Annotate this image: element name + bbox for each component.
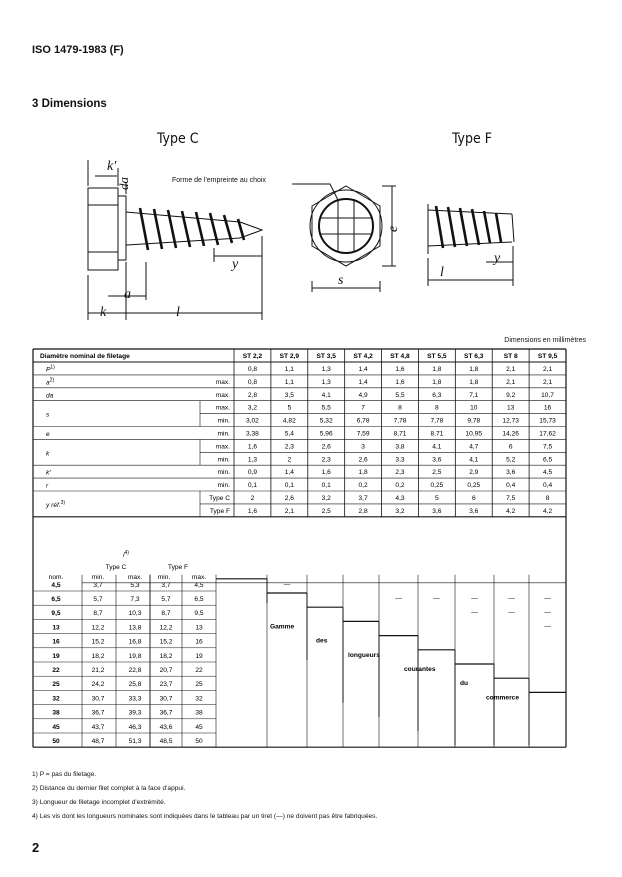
length-c-min: 3,7 (93, 581, 103, 589)
size-header: ST 4,8 (390, 353, 410, 360)
length-f-max: 50 (195, 738, 203, 745)
page-number: 2 (32, 840, 40, 855)
value-cell: 8 (545, 495, 550, 502)
parameter-label: $P^{1)}$ (46, 364, 55, 374)
length-max-header: max. (127, 573, 143, 581)
length-f-min: 36,7 (159, 709, 173, 717)
value-cell: 5,32 (319, 417, 333, 425)
value-cell: 7,59 (356, 430, 370, 438)
length-f-max: 32 (195, 695, 203, 703)
row-qualifier: min. (217, 456, 230, 464)
length-nominal: 50 (52, 738, 60, 745)
value-cell: 0,8 (247, 366, 258, 373)
parameter-label: s (46, 411, 50, 419)
size-header: ST 8 (503, 353, 518, 360)
value-cell: 1,4 (358, 378, 368, 386)
recess-label: Forme de l'empreinte au choix (172, 177, 266, 184)
length-type-f: Type F (167, 563, 189, 571)
length-c-min: 8,7 (93, 610, 103, 618)
length-f-max: 9,5 (194, 610, 204, 618)
row-qualifier: min. (217, 482, 230, 490)
value-cell: 15,73 (539, 417, 556, 425)
value-cell: 1,8 (432, 366, 442, 373)
size-header: ST 2,2 (242, 353, 263, 360)
dim-l-c: l (176, 305, 180, 320)
length-c-max: 19,8 (128, 652, 142, 660)
value-cell: 6,5 (542, 456, 553, 464)
dash-marker: — (508, 595, 515, 602)
length-f-min: 30,7 (159, 695, 173, 703)
length-f-max: 13 (195, 624, 203, 632)
length-nominal: 13 (52, 624, 60, 632)
value-cell: 3,6 (506, 469, 516, 477)
size-header: ST 4,2 (353, 353, 373, 360)
value-cell: 1,4 (358, 366, 368, 373)
value-cell: 1,8 (469, 378, 479, 386)
dash-marker: — (471, 609, 478, 617)
document-header: ISO 1479-1983 (F) (32, 44, 124, 56)
value-cell: 0,2 (395, 482, 405, 490)
length-f-max: 4,5 (194, 581, 204, 589)
length-f-max: 16 (195, 638, 203, 646)
value-cell: 3,38 (246, 430, 259, 438)
length-c-max: 13,8 (128, 624, 142, 632)
value-cell: 0,2 (358, 482, 368, 490)
parameter-label: k (46, 450, 50, 458)
value-cell: 1,6 (395, 366, 405, 373)
dash-marker: — (395, 595, 402, 602)
row-qualifier: Type F (209, 507, 230, 515)
size-header: ST 3,5 (316, 353, 336, 360)
length-min-header: min. (91, 573, 105, 581)
range-word: courantes (404, 666, 436, 673)
length-min-header: min. (157, 573, 171, 581)
value-cell: 3,2 (395, 507, 405, 515)
length-c-max: 5,3 (130, 581, 140, 589)
length-f-min: 20,7 (159, 667, 173, 674)
value-cell: 4,1 (321, 391, 331, 399)
value-cell: 4,9 (358, 391, 368, 399)
value-cell: 2,1 (542, 378, 553, 386)
dim-da: da (116, 177, 131, 190)
value-cell: 4,2 (506, 507, 516, 515)
value-cell: 1,6 (395, 378, 405, 386)
value-cell: 10,7 (541, 391, 554, 399)
length-f-min: 8,7 (161, 610, 171, 618)
value-cell: 5,5 (321, 404, 331, 412)
value-cell: 0,4 (542, 482, 553, 490)
value-cell: 5,96 (319, 430, 333, 438)
row-qualifier: min. (217, 430, 230, 438)
value-cell: 0,25 (430, 482, 444, 490)
length-f-min: 23,7 (159, 681, 173, 689)
length-f-max: 19 (195, 652, 203, 660)
section-title: 3 Dimensions (32, 98, 107, 110)
dim-y-f: y (494, 251, 501, 266)
value-cell: 4,1 (432, 443, 442, 451)
length-c-max: 39,3 (128, 709, 142, 717)
size-header: ST 6,3 (464, 353, 484, 360)
dash-marker: — (471, 595, 478, 602)
dim-l-f: l (440, 265, 444, 280)
footnote-1: 1) P = pas du filetage. (32, 771, 97, 778)
value-cell: 1,6 (247, 443, 258, 451)
value-cell: 12,73 (502, 417, 519, 425)
value-cell: 3,6 (432, 456, 442, 464)
value-cell: 5,5 (395, 391, 405, 399)
length-nominal: 19 (52, 652, 60, 660)
value-cell: 16 (543, 404, 552, 412)
length-nominal: 25 (52, 681, 60, 689)
dim-s: s (338, 273, 344, 288)
parameter-label: e (46, 430, 50, 438)
length-f-min: 5,7 (161, 596, 171, 603)
length-f-max: 22 (195, 667, 203, 674)
value-cell: 10,95 (465, 430, 483, 438)
type-c-label: Type C (157, 131, 199, 147)
value-cell: 4,7 (469, 443, 479, 451)
length-nominal: 22 (52, 667, 60, 674)
length-f-max: 45 (195, 723, 203, 731)
value-cell: 1,3 (321, 366, 331, 373)
length-f-max: 25 (195, 681, 203, 689)
value-cell: 2,6 (358, 456, 368, 464)
dash-marker: — (283, 580, 291, 588)
length-f-min: 12,2 (159, 624, 173, 632)
value-cell: 4,82 (282, 417, 296, 425)
length-c-min: 48,7 (91, 738, 105, 745)
parameter-label: y réf.$^{3)}$ (46, 499, 66, 509)
value-cell: 7,1 (469, 391, 479, 399)
length-f-min: 3,7 (161, 581, 171, 589)
value-cell: 6,3 (432, 391, 442, 399)
length-nominal: 45 (52, 723, 60, 731)
value-cell: 4,5 (542, 469, 553, 477)
value-cell: 1,8 (469, 366, 479, 373)
value-cell: 8,71 (430, 430, 444, 438)
row-qualifier: min. (217, 417, 230, 425)
value-cell: 3,3 (395, 456, 405, 464)
value-cell: 7 (361, 404, 365, 412)
length-c-min: 30,7 (91, 695, 105, 703)
parameter-label: $a^{2)}$ (46, 377, 55, 387)
footnote-2: 2) Distance du dernier filet complet à la face d'appui. (32, 785, 186, 792)
length-c-min: 5,7 (93, 596, 103, 603)
length-f-min: 43,6 (159, 723, 173, 731)
value-cell: 1,1 (284, 378, 294, 386)
range-word: du (460, 680, 469, 688)
value-cell: 8 (398, 404, 402, 412)
dash-marker: — (544, 609, 551, 617)
parameter-label: r (46, 482, 49, 490)
length-c-min: 24,2 (91, 681, 105, 689)
value-cell: 1,3 (247, 456, 258, 464)
range-word: des (316, 637, 328, 645)
length-c-min: 36,7 (91, 709, 105, 717)
length-c-min: 15,2 (91, 638, 105, 646)
row-qualifier: max. (215, 378, 230, 386)
length-c-min: 43,7 (91, 723, 105, 731)
length-c-max: 51,3 (128, 738, 142, 745)
row-qualifier: max. (215, 391, 230, 399)
value-cell: 1,1 (284, 366, 294, 373)
dim-e: e (386, 225, 401, 232)
value-cell: 2,3 (395, 469, 405, 477)
length-nominal: 38 (52, 709, 60, 717)
value-cell: 1,6 (321, 469, 331, 477)
value-cell: 2,5 (432, 469, 442, 477)
table-header-label: Diamètre nominal de filetage (40, 353, 130, 360)
value-cell: 7,5 (506, 495, 516, 502)
value-cell: 2,8 (247, 391, 258, 399)
length-f-max: 38 (195, 709, 203, 717)
length-c-max: 33,3 (128, 695, 142, 703)
size-header: ST 2,9 (279, 353, 300, 360)
length-type-c: Type C (105, 563, 127, 571)
value-cell: 2,6 (284, 495, 294, 502)
value-cell: 6,78 (356, 417, 370, 425)
value-cell: 2,1 (506, 366, 516, 373)
value-cell: 6 (471, 495, 476, 502)
value-cell: 8,71 (393, 430, 407, 438)
value-cell: 0,4 (506, 482, 516, 490)
value-cell: 3,8 (395, 443, 405, 451)
value-cell: 8 (435, 404, 439, 412)
size-header: ST 9,5 (537, 353, 558, 360)
range-word: longueurs (348, 651, 380, 659)
size-header: ST 5,5 (427, 353, 447, 360)
value-cell: 5,2 (506, 456, 516, 464)
value-cell: 0,25 (467, 482, 481, 490)
length-c-min: 18,2 (91, 652, 105, 660)
length-nominal: 4,5 (51, 581, 61, 589)
value-cell: 14,26 (502, 430, 519, 438)
value-cell: 2 (287, 456, 292, 464)
length-nominal: 16 (52, 638, 60, 646)
length-c-min: 12,2 (91, 624, 105, 632)
dash-marker: — (433, 595, 440, 602)
value-cell: 3,7 (358, 495, 368, 502)
value-cell: 2,3 (321, 456, 331, 464)
value-cell: 2 (250, 495, 255, 502)
value-cell: 2,1 (506, 378, 516, 386)
length-c-max: 7,3 (130, 596, 140, 603)
value-cell: 3,2 (321, 495, 331, 502)
value-cell: 7,5 (542, 443, 553, 451)
value-cell: 13 (506, 404, 515, 412)
length-f-min: 48,5 (159, 738, 173, 745)
length-max-header: max. (191, 573, 207, 581)
value-cell: 0,1 (284, 482, 294, 490)
value-cell: 2,5 (321, 507, 331, 515)
length-c-max: 22,8 (128, 667, 142, 674)
length-c-max: 46,3 (128, 723, 142, 731)
value-cell: 2,6 (321, 443, 331, 451)
value-cell: 9,78 (467, 417, 481, 425)
length-f-min: 15,2 (159, 638, 173, 646)
value-cell: 7,78 (430, 417, 444, 425)
units-note: Dimensions en millimètres (504, 337, 586, 344)
length-f-min: 18,2 (159, 652, 173, 660)
value-cell: 5 (287, 404, 292, 412)
value-cell: 0,9 (247, 469, 258, 477)
value-cell: 1,8 (358, 469, 368, 477)
value-cell: 0,1 (321, 482, 331, 490)
value-cell: 2,1 (542, 366, 553, 373)
length-nominal: 32 (52, 695, 60, 703)
length-c-max: 25,8 (128, 681, 142, 689)
value-cell: 4,2 (542, 507, 553, 515)
dim-k: k (100, 305, 107, 320)
footnote-4: 4) Les vis dont les longueurs nominales sont indiquées dans le tableau par un tiret (—) ne doivent pas être fabriquées. (32, 813, 378, 820)
length-nominal: 9,5 (51, 610, 61, 618)
length-nominal: 6,5 (51, 596, 61, 603)
value-cell: 2,8 (358, 507, 368, 515)
dim-a: a (124, 287, 131, 302)
value-cell: 2,1 (284, 507, 294, 515)
value-cell: 9,2 (506, 391, 516, 399)
dim-k-prime: k′ (107, 159, 117, 174)
value-cell: 3,2 (247, 404, 258, 412)
type-f-label: Type F (452, 131, 492, 147)
value-cell: 2,3 (284, 443, 294, 451)
range-word: commerce (486, 694, 519, 702)
row-qualifier: max. (215, 443, 230, 451)
parameter-label: k′ (46, 469, 51, 477)
value-cell: 7,78 (393, 417, 407, 425)
value-cell: 3 (361, 443, 365, 451)
value-cell: 5 (435, 495, 439, 502)
value-cell: 1,8 (432, 378, 442, 386)
length-c-min: 21,2 (91, 667, 105, 674)
value-cell: 3,5 (284, 391, 294, 399)
value-cell: 3,6 (432, 507, 442, 515)
dash-marker: — (544, 623, 551, 631)
row-qualifier: min. (217, 469, 230, 477)
length-f-max: 6,5 (194, 596, 204, 603)
value-cell: 5,4 (284, 430, 294, 438)
value-cell: 4,3 (395, 495, 405, 502)
value-cell: 0,1 (247, 482, 258, 490)
footnote-3: 3) Longueur de filetage incomplet d'extrémité. (32, 799, 166, 806)
value-cell: 1,3 (321, 378, 331, 386)
dim-y-c: y (232, 257, 239, 272)
value-cell: 3,02 (246, 417, 259, 425)
dash-marker: — (544, 595, 551, 602)
length-nom-header: nom. (48, 573, 64, 581)
value-cell: 10 (470, 404, 478, 412)
row-qualifier: max. (215, 404, 230, 412)
value-cell: 1,4 (284, 469, 294, 477)
value-cell: 6 (508, 443, 513, 451)
row-qualifier: Type C (209, 495, 230, 502)
length-c-max: 10,3 (128, 610, 142, 618)
value-cell: 17,62 (539, 430, 556, 438)
parameter-label: da (46, 392, 54, 400)
range-word: Gamme (270, 623, 295, 631)
value-cell: 2,9 (469, 469, 479, 477)
value-cell: 3,6 (469, 507, 479, 515)
value-cell: 4,1 (469, 456, 479, 464)
value-cell: 0,8 (247, 378, 258, 386)
length-c-max: 16,8 (128, 638, 142, 646)
dash-marker: — (508, 609, 515, 617)
length-header-l: $l^{4)}$ (123, 549, 129, 559)
value-cell: 1,6 (247, 507, 258, 515)
